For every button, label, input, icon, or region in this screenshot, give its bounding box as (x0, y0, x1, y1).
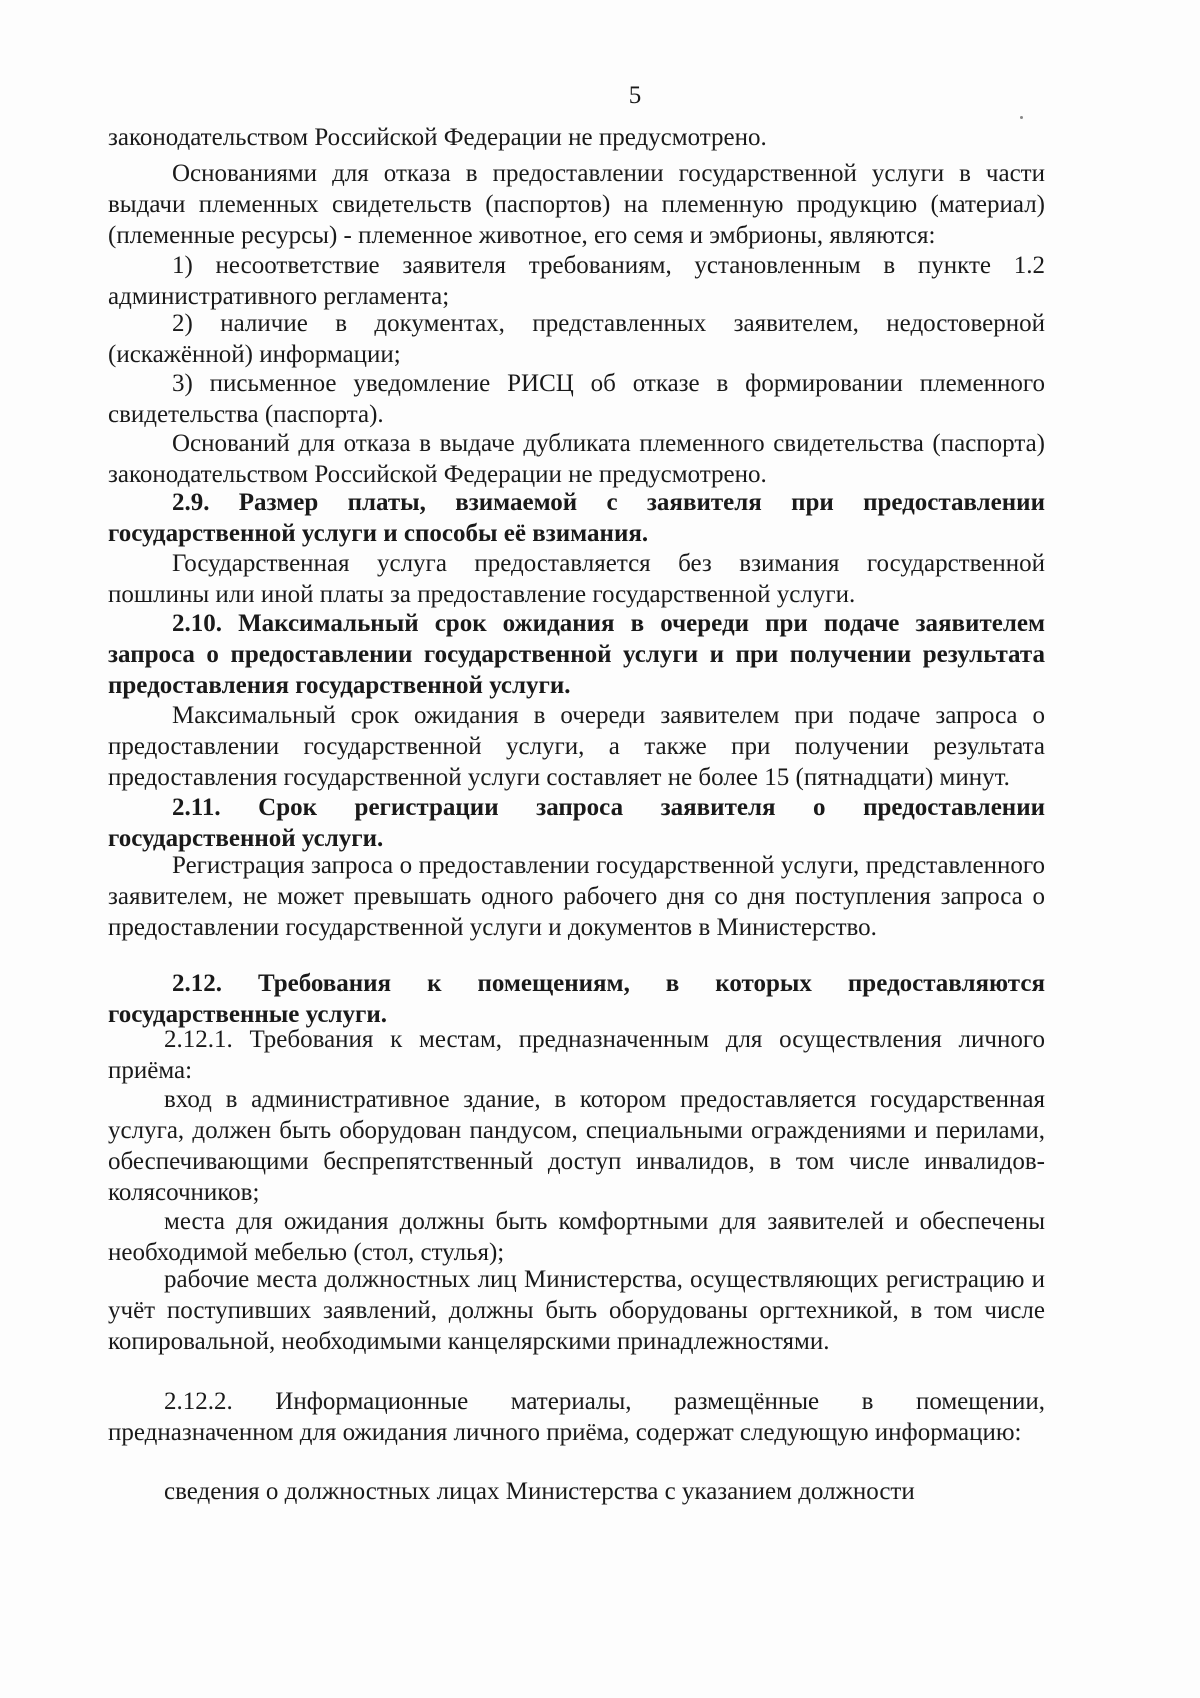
section-heading-2-10: 2.10. Максимальный срок ожидания в очереди при подаче заявителем запроса о предоставлении государственной услуги и при получении результата предоставления государственной услуги. (108, 610, 1045, 699)
list-item-2: 2) наличие в документах, представленных заявителем, недостоверной (искажённой) информации; (108, 310, 1045, 368)
paragraph-wait-time: Максимальный срок ожидания в очереди заявителем при подаче запроса о предоставлении государственной услуги, а также при получении результата предоставления государственной услуги составляет не более 15 (пятнадцати) минут. (108, 702, 1045, 791)
subsection-2-12-1: 2.12.1. Требования к местам, предназначенным для осуществления личного приёма: (108, 1026, 1045, 1084)
section-heading-2-12: 2.12. Требования к помещениям, в которых предоставляются государственные услуги. (108, 970, 1045, 1028)
paragraph-registration: Регистрация запроса о предоставлении государственной услуги, представленного заявителем, не может превышать одного рабочего дня со дня поступления запроса о предоставлении государственной услуги и документов в Министерство. (108, 852, 1045, 941)
list-item-3: 3) письменное уведомление РИСЦ об отказе в формировании племенного свидетельства (паспорта). (108, 370, 1045, 428)
list-item-1: 1) несоответствие заявителя требованиям, установленным в пункте 1.2 административного регламента; (108, 252, 1045, 310)
paragraph-continuation: законодательством Российской Федерации не предусмотрено. (108, 124, 767, 151)
subsection-2-12-2: 2.12.2. Информационные материалы, размещённые в помещении, предназначенном для ожидания личного приёма, содержат следующую информацию: (108, 1388, 1045, 1446)
requirement-workplaces: рабочие места должностных лиц Министерства, осуществляющих регистрацию и учёт поступивших заявлений, должны быть оборудованы оргтехникой, в том числе копировальной, необходимыми канцелярскими принадлежностями. (108, 1266, 1045, 1355)
page-number: 5 (628, 82, 642, 109)
paragraph-fee: Государственная услуга предоставляется без взимания государственной пошлины или иной платы за предоставление государственной услуги. (108, 550, 1045, 608)
section-heading-2-9: 2.9. Размер платы, взимаемой с заявителя при предоставлении государственной услуги и способы её взимания. (108, 489, 1045, 547)
paragraph-duplicate: Оснований для отказа в выдаче дубликата племенного свидетельства (паспорта) законодательством Российской Федерации не предусмотрено. (108, 430, 1045, 488)
section-heading-2-11: 2.11. Срок регистрации запроса заявителя о предоставлении государственной услуги. (108, 794, 1045, 852)
requirement-entrance: вход в административное здание, в котором предоставляется государственная услуга, должен быть оборудован пандусом, специальными ограждениями и перилами, обеспечивающими беспрепятственный доступ инвалидов, в том числе инвалидов-колясочников; (108, 1086, 1045, 1206)
info-item-officials: сведения о должностных лицах Министерства с указанием должности (164, 1478, 915, 1505)
paragraph-refusal-grounds: Основаниями для отказа в предоставлении государственной услуги в части выдачи племенных свидетельств (паспортов) на племенную продукцию (материал) (племенные ресурсы) - племенное животное, его семя и эмбрионы, являются: (108, 160, 1045, 249)
scan-speck (1020, 116, 1023, 119)
requirement-waiting-places: места для ожидания должны быть комфортными для заявителей и обеспечены необходимой мебелью (стол, стулья); (108, 1208, 1045, 1266)
